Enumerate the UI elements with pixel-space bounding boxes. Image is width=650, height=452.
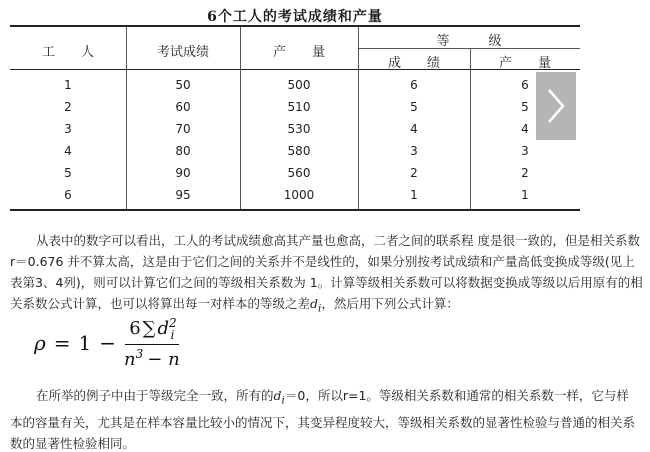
paragraph-line: r＝0.676 并不算太高，这是由于它们之间的关系并不是线性的，如果分别按考试成绩和产量高低变换成等级(见上 xyxy=(10,254,635,269)
table-cell-worker: 2 xyxy=(64,100,72,114)
formula-denominator xyxy=(124,345,180,370)
table-cell-rank-output: 6 xyxy=(521,78,529,92)
formula-one: 1 xyxy=(78,331,92,355)
table-cell-score: 50 xyxy=(175,78,191,92)
formula-den-rest: − n xyxy=(147,348,180,370)
header-rank-score: 成 绩 xyxy=(387,56,440,71)
text-run: 在所举的例子中由于等级完全一致，所有的 xyxy=(36,388,274,403)
table-cell-output: 560 xyxy=(287,166,311,180)
paragraph-conclusion xyxy=(10,385,642,452)
paragraph-line xyxy=(10,293,642,320)
formula-fraction xyxy=(124,316,180,370)
chevron-right-icon xyxy=(545,86,567,126)
header-score: 考试成绩 xyxy=(156,45,209,60)
table-cell-rank-score: 6 xyxy=(410,78,418,92)
table-cell-rank-score: 5 xyxy=(410,100,418,114)
text-run: ，然后用下列公式计算： xyxy=(321,296,459,311)
variable-d: d xyxy=(273,388,282,403)
table-cell-output: 1000 xyxy=(283,188,315,202)
text-run: 关系数公式计算，也可以将算出每一对样本的等级之差 xyxy=(10,296,311,311)
formula-numerator xyxy=(125,316,178,345)
table-cell-rank-output: 4 xyxy=(521,122,529,136)
variable-d: d xyxy=(310,296,319,311)
header-rank-output: 产 量 xyxy=(498,56,551,71)
paragraph-line: 本的容量有关，尤其是在样本容量比较小的情况下，其变异程度较大，等级相关系数的显著性检验与普通的相关系 xyxy=(10,414,636,430)
rank-correlation-formula xyxy=(34,318,180,368)
table-cell-output: 500 xyxy=(287,78,311,92)
table-cell-score: 70 xyxy=(175,122,191,136)
table-bottom-rule xyxy=(10,209,580,211)
table-cell-rank-score: 4 xyxy=(410,122,418,136)
table-cell-worker: 4 xyxy=(64,144,72,158)
formula-sum: ∑ xyxy=(142,318,156,340)
paragraph-line: 从表中的数字可以看出，工人的考试成绩愈高其产量也愈高，二者之间的联系程 度是很一致的，但是相关系数 xyxy=(36,233,640,248)
variable-subscript: i xyxy=(318,302,322,315)
table-cell-rank-output: 5 xyxy=(521,100,529,114)
table-cell-worker: 5 xyxy=(64,166,72,180)
header-worker: 工 人 xyxy=(41,45,94,60)
table-cell-rank-output: 1 xyxy=(521,188,529,202)
table-cell-rank-score: 3 xyxy=(410,144,418,158)
variable-subscript: i xyxy=(281,394,285,407)
formula-equals: = xyxy=(53,331,71,355)
formula-sub: i xyxy=(170,327,175,342)
table-cell-worker: 6 xyxy=(64,188,72,202)
formula-rho: ρ xyxy=(34,331,46,355)
table-title: 6个工人的考试成绩和产量 xyxy=(207,9,383,25)
paragraph-line: 数的显著性检验相同。 xyxy=(10,435,136,451)
table-cell-worker: 3 xyxy=(64,122,72,136)
data-table xyxy=(10,4,580,212)
paragraph-line xyxy=(10,385,642,412)
paragraph-intro xyxy=(10,230,642,320)
table-cell-rank-output: 2 xyxy=(521,166,529,180)
table-cell-output: 510 xyxy=(287,100,311,114)
formula-sup: 2 xyxy=(169,316,177,331)
table-cell-worker: 1 xyxy=(64,78,72,92)
header-output: 产 量 xyxy=(272,45,325,60)
formula-n: n xyxy=(124,348,136,370)
carousel-next-button[interactable] xyxy=(536,72,576,140)
table-cell-rank-output: 3 xyxy=(521,144,529,158)
table-cell-score: 80 xyxy=(175,144,191,158)
formula-coef: 6 xyxy=(129,318,141,340)
table-cell-output: 530 xyxy=(287,122,311,136)
table-top-rule xyxy=(10,25,580,27)
formula-d: d xyxy=(157,318,170,340)
table-cell-score: 95 xyxy=(175,188,191,202)
table-cell-score: 60 xyxy=(175,100,191,114)
header-rank-group: 等 级 xyxy=(436,34,502,49)
column-divider xyxy=(470,48,471,209)
table-cell-rank-score: 2 xyxy=(410,166,418,180)
table-cell-output: 580 xyxy=(287,144,311,158)
table-cell-rank-score: 1 xyxy=(410,188,418,202)
paragraph-line: 表第3、4列)，则可以计算它们之间的等级相关系数为 1。计算等级相关系数可以将数据变换成等级以后用原有的相 xyxy=(10,275,643,290)
table-cell-score: 90 xyxy=(175,166,191,180)
formula-den-sup: 3 xyxy=(135,346,144,361)
text-run: ＝0，所以r=1。等级相关系数和通常的相关系数一样，它与样 xyxy=(284,388,629,403)
formula-minus: − xyxy=(99,331,117,355)
